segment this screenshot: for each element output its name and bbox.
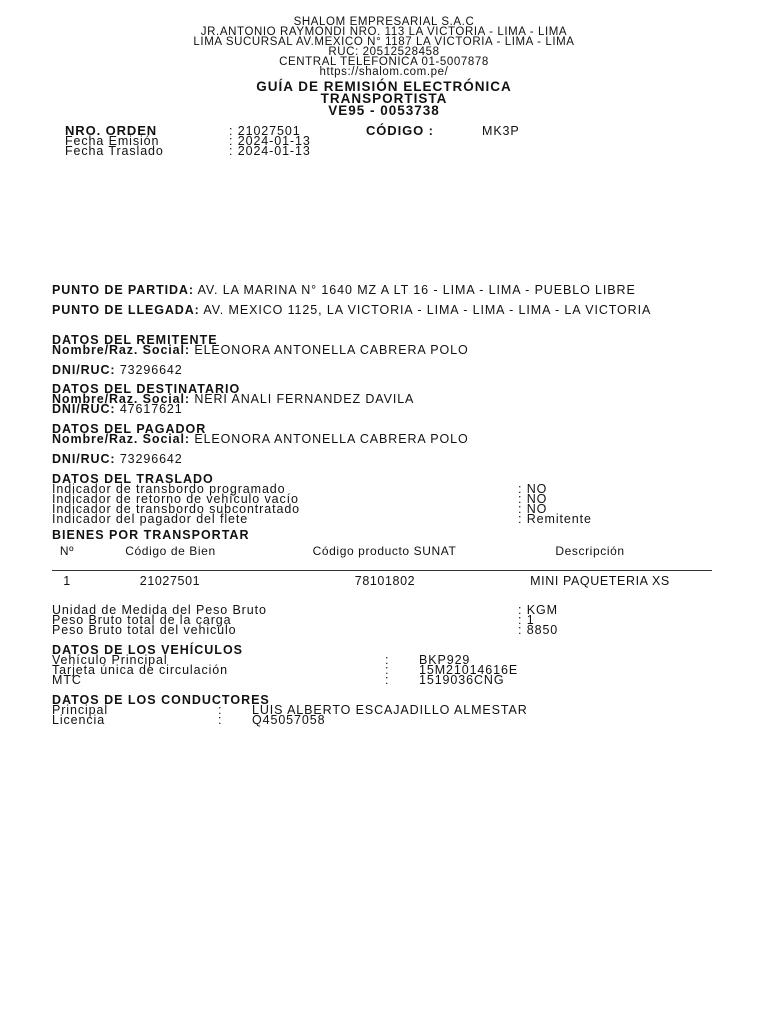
weight-row: Peso Bruto total del vehiculo <box>52 623 237 637</box>
recipient-heading: DATOS DEL DESTINATARIO <box>52 382 241 396</box>
transfer-row: Indicador del pagador del flete <box>52 512 249 526</box>
document-title: GUÍA DE REMISIÓN ELECTRÓNICA <box>256 79 512 94</box>
company-address-branch: LIMA SUCURSAL AV.MEXICO N° 1187 LA VICTORIA - LIMA - LIMA <box>193 36 575 48</box>
weight-row-value: : 1 <box>518 613 535 627</box>
transfer-row-value: : NO <box>518 502 548 516</box>
sender-id-label: DNI/RUC: <box>52 363 116 377</box>
goods-header-code: Código de Bien <box>125 544 216 558</box>
goods-row-code: 21027501 <box>139 574 201 588</box>
vehicles-heading: DATOS DE LOS VEHÍCULOS <box>52 643 244 657</box>
sender-name <box>52 345 702 355</box>
transfer-row: Indicador de retorno de vehículo vacío <box>52 492 299 506</box>
weight-row: Peso Bruto total de la carga <box>52 613 232 627</box>
transfer-date-value: : 2024-01-13 <box>229 144 311 158</box>
weight-row-value: : KGM <box>518 603 558 617</box>
goods-heading: BIENES POR TRANSPORTAR <box>52 528 250 542</box>
weight-row: Unidad de Medida del Peso Bruto <box>52 603 267 617</box>
start-point-label: PUNTO DE PARTIDA: <box>52 283 194 297</box>
document-number: VE95 - 0053738 <box>328 103 440 118</box>
vehicle-row-sep: : <box>385 673 390 687</box>
vehicle-row: Vehículo Principal <box>52 653 168 667</box>
order-number-value: : 21027501 <box>229 124 301 138</box>
company-website: https://shalom.com.pe/ <box>319 66 449 78</box>
vehicle-row-value: 15M21014616E <box>419 663 519 677</box>
vehicle-row-sep: : <box>385 663 390 677</box>
end-point-label: PUNTO DE LLEGADA: <box>52 303 200 317</box>
sender-id-value: 73296642 <box>115 363 183 377</box>
payer-id-value: 73296642 <box>115 452 183 466</box>
sender-name-label: Nombre/Raz. Social: <box>52 343 190 357</box>
payer-name <box>52 434 702 444</box>
vehicle-row-value: BKP929 <box>419 653 471 667</box>
weight-row-value: : 8850 <box>518 623 559 637</box>
transfer-row: Indicador de transbordo programado <box>52 482 286 496</box>
code-label: CÓDIGO : <box>366 123 434 138</box>
goods-row-n: 1 <box>63 574 71 588</box>
transfer-row-value: : NO <box>518 482 548 496</box>
transfer-row: Indicador de transbordo subcontratado <box>52 502 301 516</box>
emission-date-value: : 2024-01-13 <box>229 134 311 148</box>
document-subtitle: TRANSPORTISTA <box>320 91 448 106</box>
start-point <box>52 285 702 295</box>
order-number-label: NRO. ORDEN <box>65 123 158 138</box>
company-phone: CENTRAL TELEFONICA 01-5007878 <box>279 56 489 68</box>
end-point <box>52 305 702 315</box>
company-address-main: JR.ANTONIO RAYMONDI NRO. 113 LA VICTORIA - LIMA - LIMA <box>200 26 568 38</box>
goods-header-description: Descripción <box>555 544 625 558</box>
vehicle-row-value: 1519036CNG <box>419 673 505 687</box>
payer-id <box>52 454 183 464</box>
goods-table-divider <box>52 570 712 571</box>
goods-header-product: Código producto SUNAT <box>312 544 457 558</box>
goods-row-product: 78101802 <box>354 574 416 588</box>
vehicle-row-sep: : <box>385 653 390 667</box>
payer-id-label: DNI/RUC: <box>52 452 116 466</box>
driver-row: Principal <box>52 703 109 717</box>
sender-name-value: ELEONORA ANTONELLA CABRERA POLO <box>189 343 469 357</box>
transfer-row-value: : Remitente <box>518 512 592 526</box>
payer-heading: DATOS DEL PAGADOR <box>52 422 207 436</box>
company-ruc: RUC: 20512528458 <box>328 46 440 58</box>
sender-heading: DATOS DEL REMITENTE <box>52 333 218 347</box>
drivers-heading: DATOS DE LOS CONDUCTORES <box>52 693 270 707</box>
driver-row-value: LUIS ALBERTO ESCAJADILLO ALMESTAR <box>252 703 528 717</box>
start-point-value: AV. LA MARINA N° 1640 MZ A LT 16 - LIMA - LIMA - PUEBLO LIBRE <box>193 283 636 297</box>
goods-header-n: Nº <box>59 544 75 558</box>
payer-name-label: Nombre/Raz. Social: <box>52 432 190 446</box>
recipient-id-value: 47617621 <box>115 402 183 416</box>
goods-row-description: MINI PAQUETERIA XS <box>530 574 670 588</box>
driver-row: Licencia <box>52 713 106 727</box>
driver-row-value: Q45057058 <box>252 713 326 727</box>
recipient-name-value: NERI ANALI FERNANDEZ DAVILA <box>189 392 415 406</box>
end-point-value: AV. MEXICO 1125, LA VICTORIA - LIMA - LIMA - LIMA - LA VICTORIA <box>199 303 652 317</box>
sender-id <box>52 365 183 375</box>
transfer-date-label: Fecha Traslado <box>65 144 164 158</box>
recipient-id <box>52 404 183 414</box>
payer-name-value: ELEONORA ANTONELLA CABRERA POLO <box>189 432 469 446</box>
emission-date-label: Fecha Emisión <box>65 134 160 148</box>
driver-row-sep: : <box>218 703 223 717</box>
vehicle-row: Tarjeta única de circulación <box>52 663 228 677</box>
transfer-heading: DATOS DEL TRASLADO <box>52 472 214 486</box>
transfer-row-value: : NO <box>518 492 548 506</box>
recipient-id-label: DNI/RUC: <box>52 402 116 416</box>
code-value: MK3P <box>482 124 520 138</box>
company-name: SHALOM EMPRESARIAL S.A.C <box>293 16 475 28</box>
driver-row-sep: : <box>218 713 223 727</box>
recipient-name-label: Nombre/Raz. Social: <box>52 392 190 406</box>
vehicle-row: MTC <box>52 673 82 687</box>
